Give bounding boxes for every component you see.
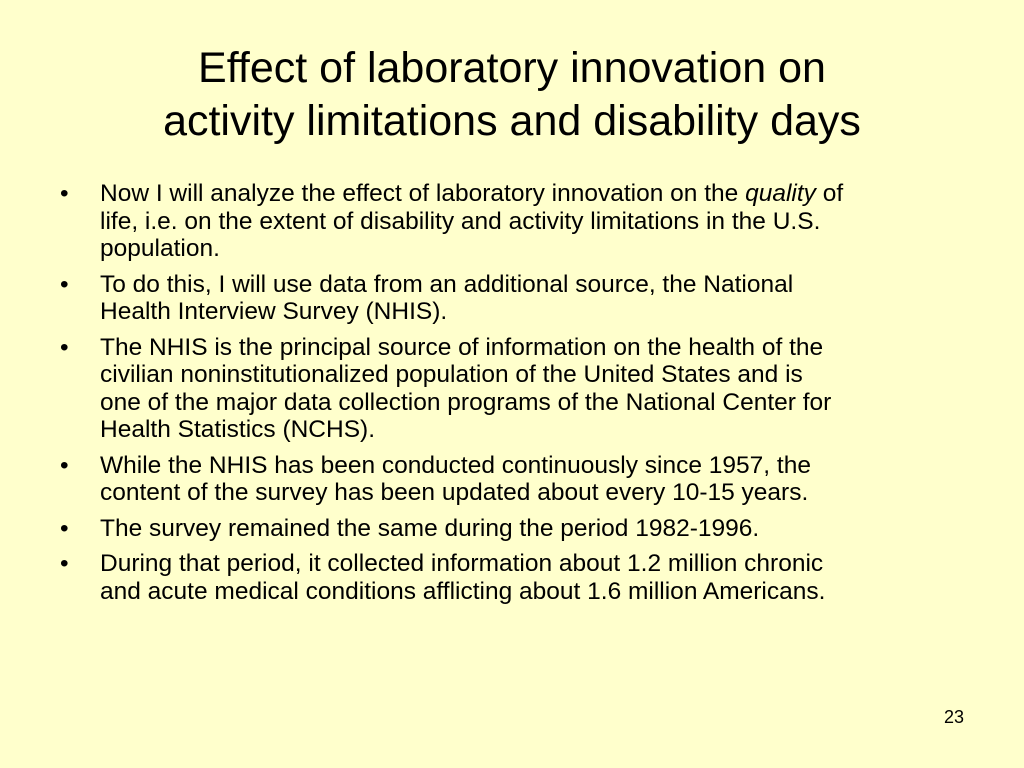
bullet-item-6 [60, 550, 960, 605]
slide-title [60, 42, 964, 148]
bullet-6-line-1: During that period, it collected information about 1.2 million chronic [100, 550, 824, 577]
bullet-icon: • [60, 514, 69, 542]
bullet-item-3 [60, 334, 960, 444]
bullet-item-4 [60, 452, 960, 507]
bullet-2-line-2: Health Interview Survey (NHIS). [100, 298, 448, 325]
bullet-icon: • [60, 270, 69, 298]
bullet-3-line-3: one of the major data collection programs of the National Center for [100, 388, 832, 416]
bullet-3-line-4: Health Statistics (NCHS). [100, 416, 376, 443]
bullet-list [60, 180, 960, 613]
page-number: 23 [943, 707, 964, 727]
bullet-1-line-1 [100, 180, 960, 208]
bullet-1-line-3: population. [100, 235, 220, 262]
bullet-item-5 [60, 515, 960, 543]
bullet-2-line-1: To do this, I will use data from an additional source, the National [100, 270, 794, 298]
bullet-1-italic-word: quality [745, 180, 816, 207]
bullet-1-line-2: life, i.e. on the extent of disability and activity limitations in the U.S. [100, 207, 821, 235]
bullet-1-line-1-before: Now I will analyze the effect of laboratory innovation on the [100, 180, 746, 207]
bullet-5-line-1: The survey remained the same during the period 1982-1996. [100, 514, 760, 542]
bullet-4-line-1: While the NHIS has been conducted continuously since 1957, the [100, 451, 811, 479]
bullet-icon: • [60, 451, 69, 479]
bullet-6-line-2: and acute medical conditions afflicting about 1.6 million Americans. [100, 577, 826, 605]
bullet-3-line-2: civilian noninstitutionalized population of the United States and is [100, 361, 803, 388]
bullet-icon: • [60, 180, 69, 207]
bullet-icon: • [60, 333, 69, 361]
bullet-icon: • [60, 550, 69, 577]
bullet-3-line-1: The NHIS is the principal source of information on the health of the [100, 333, 824, 361]
bullet-item-2 [60, 271, 960, 326]
slide-title-line-1: Effect of laboratory innovation on [198, 44, 826, 92]
bullet-1-line-1-after: of [815, 180, 844, 207]
bullet-4-line-2: content of the survey has been updated about every 10-15 years. [100, 479, 809, 506]
slide-title-line-2: activity limitations and disability days [163, 97, 861, 145]
bullet-item-1 [60, 180, 960, 263]
